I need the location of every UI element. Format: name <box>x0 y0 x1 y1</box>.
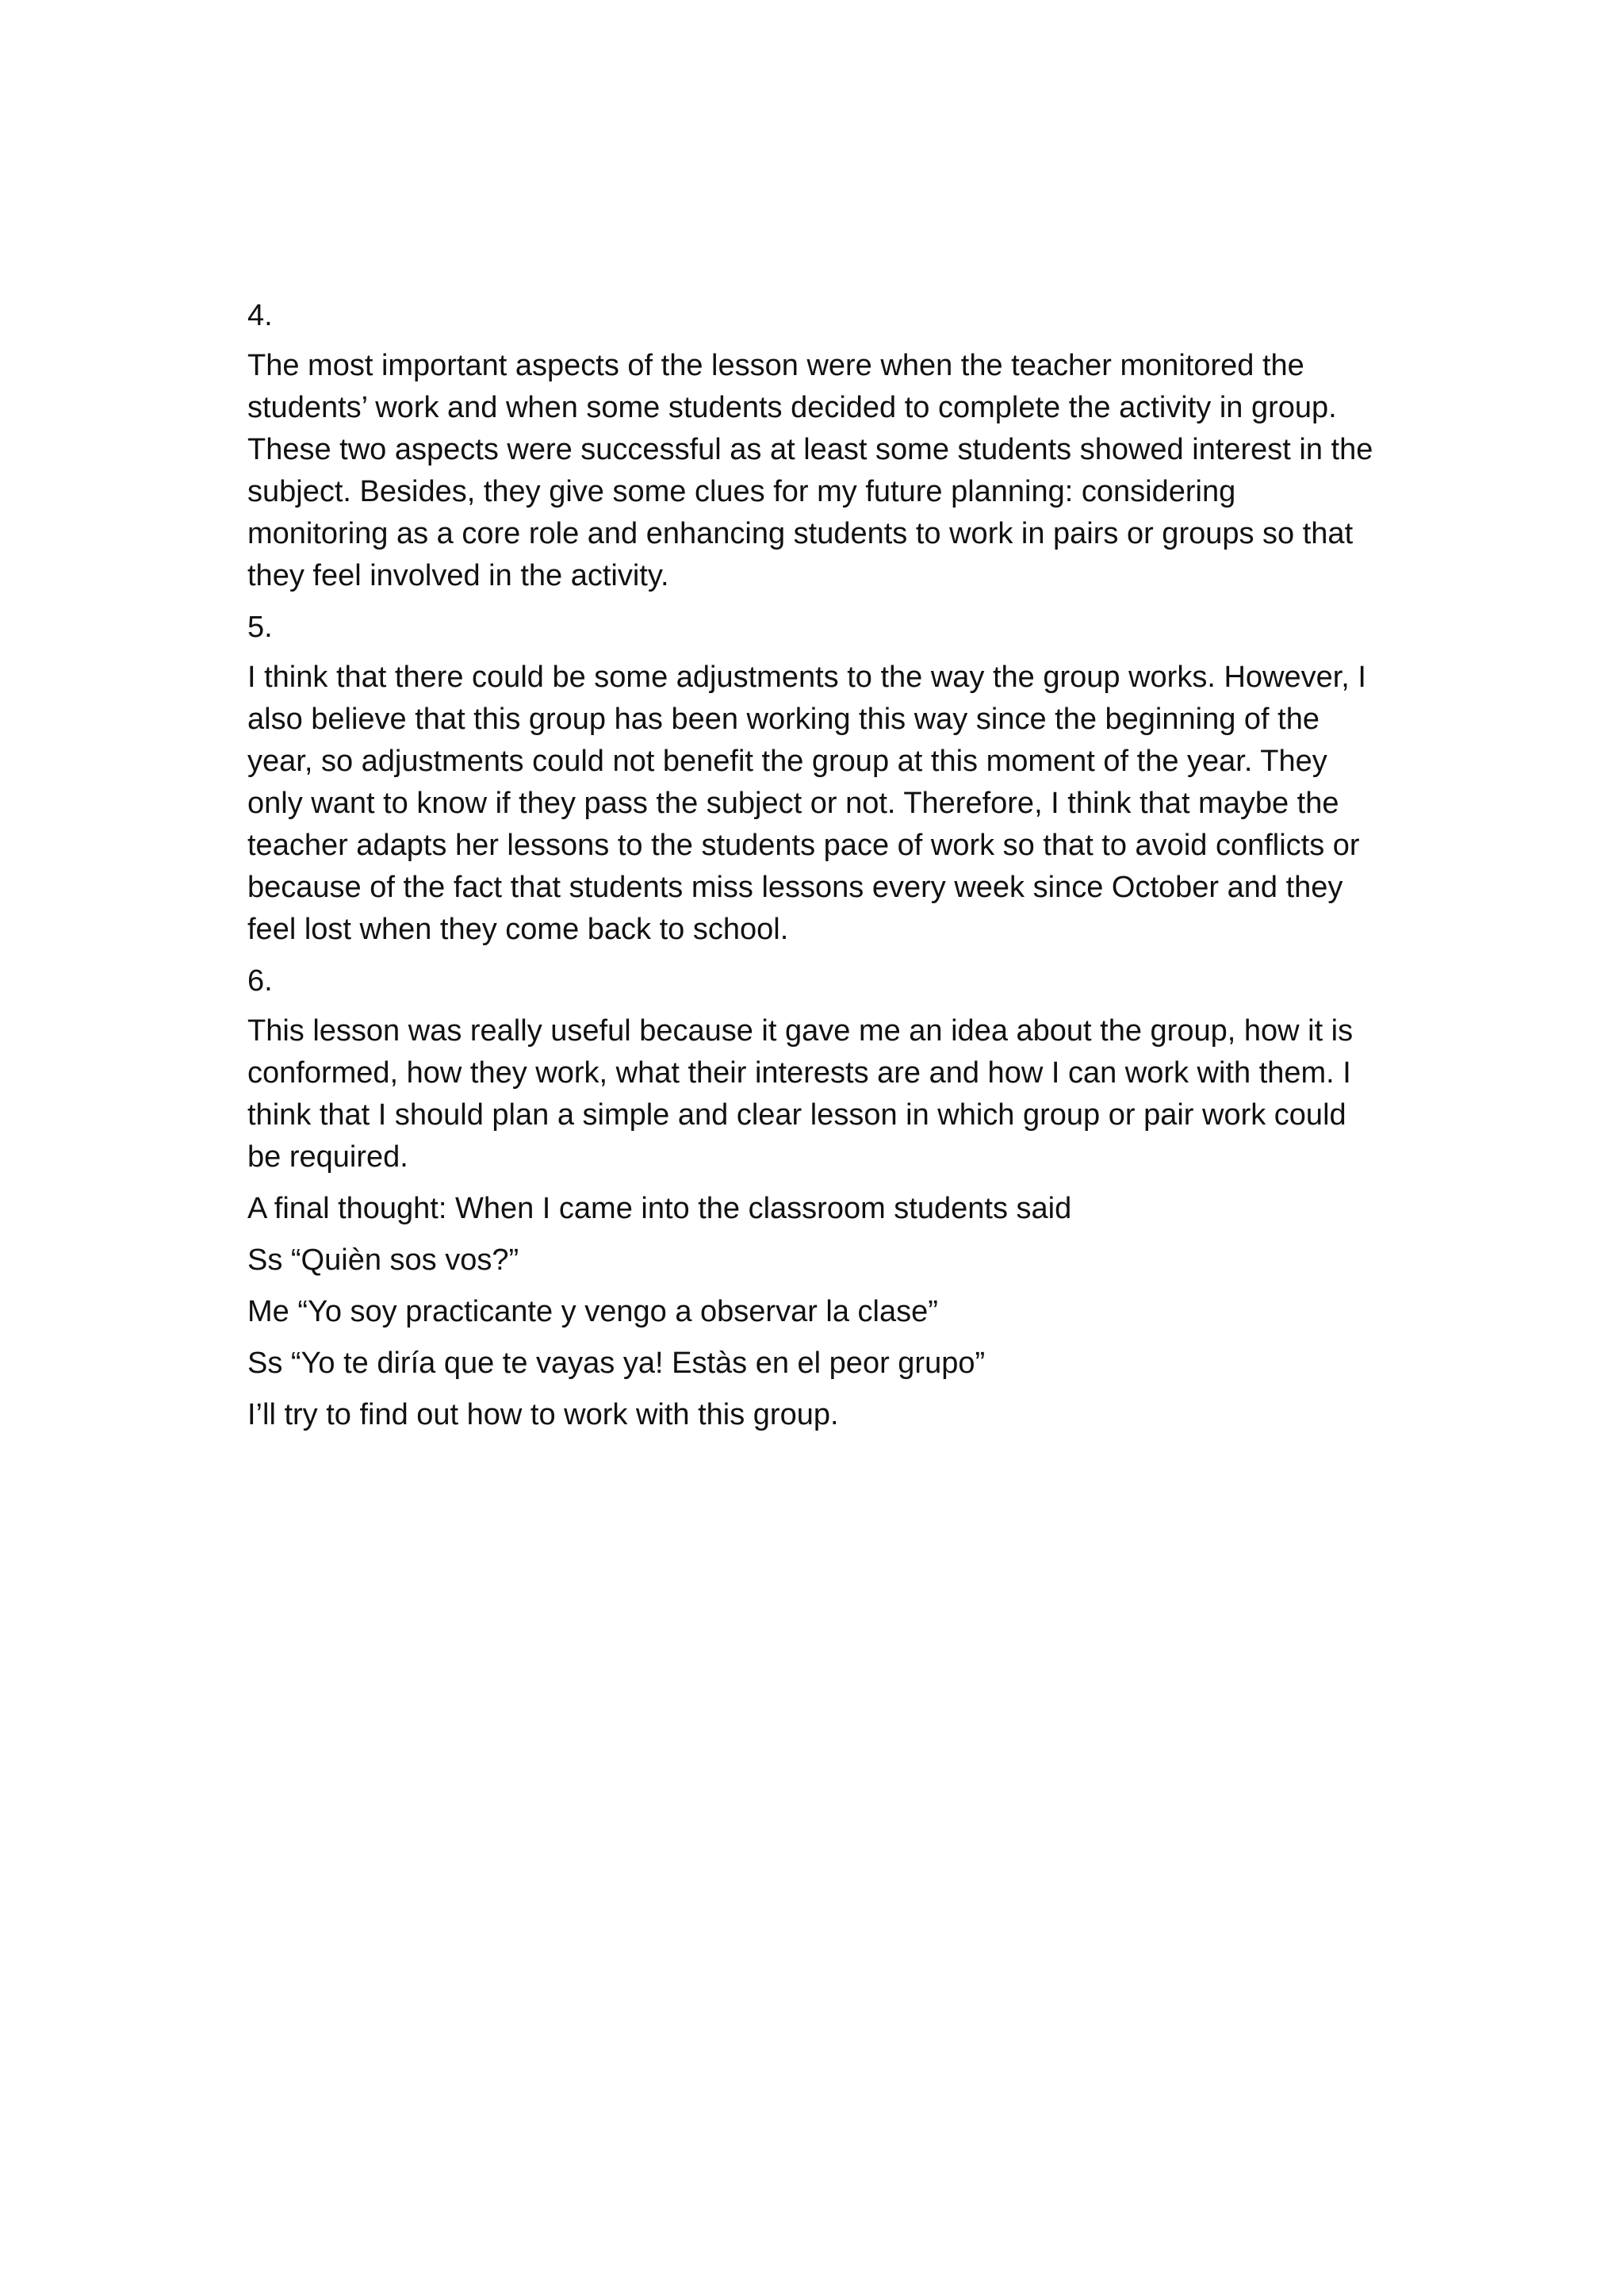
paragraph-line: These two aspects were successful as at least some students showed interest in the <box>247 433 1373 466</box>
paragraph-line: monitoring as a core role and enhancing students to work in pairs or groups so that <box>247 517 1354 550</box>
section-6-paragraph <box>247 1010 1437 1178</box>
paragraph-line: The most important aspects of the lesson were when the teacher monitored the <box>247 349 1304 382</box>
section-4-paragraph <box>247 345 1437 597</box>
paragraph-line: subject. Besides, they give some clues for my future planning: considering <box>247 475 1236 508</box>
paragraph-line: conformed, how they work, what their interests are and how I can work with them. I <box>247 1056 1351 1090</box>
paragraph-line: also believe that this group has been working this way since the beginning of the <box>247 703 1320 736</box>
section-number-6: 6. <box>247 964 273 998</box>
final-thought-line: A final thought: When I came into the classroom students said <box>247 1192 1072 1225</box>
paragraph-line: I think that there could be some adjustments to the way the group works. However, I <box>247 661 1366 694</box>
paragraph-line: teacher adapts her lessons to the students pace of work so that to avoid conflicts or <box>247 829 1360 862</box>
paragraph-line: This lesson was really useful because it gave me an idea about the group, how it is <box>247 1014 1354 1048</box>
paragraph-line: be required. <box>247 1140 408 1174</box>
closing-sentence: I’ll try to find out how to work with this group. <box>247 1398 839 1431</box>
paragraph-line: students’ work and when some students decided to complete the activity in group. <box>247 391 1337 424</box>
paragraph-line: because of the fact that students miss lessons every week since October and they <box>247 871 1343 904</box>
dialogue-line-me: Me “Yo soy practicante y vengo a observar la clase” <box>247 1295 938 1328</box>
section-number-5: 5. <box>247 611 273 644</box>
dialogue-line-students: Ss “Quièn sos vos?” <box>247 1243 519 1277</box>
document-body <box>247 295 1437 1446</box>
dialogue-line-students-reply: Ss “Yo te diría que te vayas ya! Estàs en el peor grupo” <box>247 1347 986 1380</box>
paragraph-line: feel lost when they come back to school. <box>247 913 789 946</box>
section-5-paragraph <box>247 657 1437 951</box>
paragraph-line: think that I should plan a simple and clear lesson in which group or pair work could <box>247 1098 1346 1132</box>
paragraph-line: year, so adjustments could not benefit the group at this moment of the year. They <box>247 745 1327 778</box>
section-number-4: 4. <box>247 299 273 332</box>
paragraph-line: they feel involved in the activity. <box>247 559 669 592</box>
paragraph-line: only want to know if they pass the subject or not. Therefore, I think that maybe the <box>247 787 1339 820</box>
